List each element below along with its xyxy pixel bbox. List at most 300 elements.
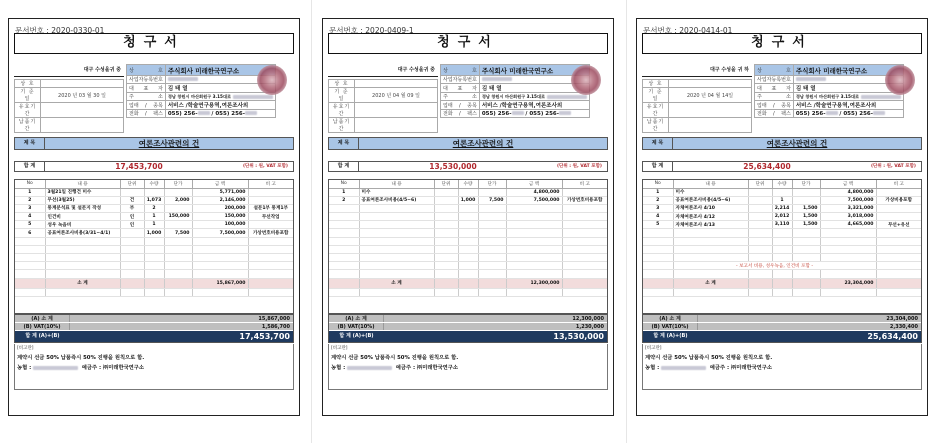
item-amount: 200,000 <box>192 204 248 212</box>
redacted-address <box>861 95 901 99</box>
sum-a-label: (A) 소 계 <box>15 315 70 322</box>
item-quantity: 1 <box>144 213 164 221</box>
info-value: 2020 년 03 월 30 일 <box>41 88 124 103</box>
item-note: 가상번호비용포함 <box>562 196 607 204</box>
document-number: 문서번호 : 2020-0414-01 <box>643 26 733 35</box>
items-table <box>14 179 294 314</box>
item-quantity: 1 <box>772 196 792 204</box>
redacted-phone <box>198 111 210 115</box>
supplier-business-label: 업태 / 종목 <box>441 101 480 110</box>
subject-row <box>328 137 608 150</box>
total-amount: 17,453,700 <box>115 162 163 171</box>
table-row <box>643 213 921 221</box>
info-value: 2020 년 04 월 09 일 <box>355 88 438 103</box>
info-row <box>329 88 438 103</box>
item-no: 5 <box>643 221 673 229</box>
sum-b-label: (B) VAT(10%) <box>329 323 384 330</box>
account-holder: 예금주 : ㈜미래한국연구소 <box>395 365 459 371</box>
redacted-address <box>547 95 587 99</box>
col-quantity: 수량 <box>772 180 792 188</box>
item-quantity: 2,214 <box>772 204 792 212</box>
table-row <box>643 221 921 229</box>
supplier-address: 경남 창원시 마산회원구 3.15대로 <box>481 93 546 99</box>
remarks-header: [비고란] <box>331 346 348 351</box>
item-quantity: 3,110 <box>772 221 792 229</box>
subject-label: 제 목 <box>329 138 359 149</box>
item-description: 무선(3월25) <box>45 196 120 204</box>
table-row-empty <box>15 288 293 296</box>
invoice-page <box>8 18 300 416</box>
supplier-fax: / 055) 256- <box>525 110 560 117</box>
redacted-regno <box>482 77 512 81</box>
supplier-company-label: 상 호 <box>441 65 480 76</box>
item-description: 공표여론조사비용(4/5~6) <box>359 196 434 204</box>
redacted-fax <box>559 111 571 115</box>
info-value <box>355 103 438 118</box>
item-unit <box>120 229 144 237</box>
subtotal-amount: 12,300,000 <box>506 278 562 288</box>
info-row <box>329 118 438 133</box>
item-note <box>248 221 293 229</box>
item-unit <box>434 188 458 196</box>
total-row <box>14 161 294 172</box>
table-row-empty <box>15 262 293 270</box>
item-unit-price: 150,000 <box>164 213 192 221</box>
grand-total-value: 25,634,400 <box>867 332 918 341</box>
page-separator <box>626 0 627 443</box>
total-label: 합 계 <box>15 162 45 171</box>
info-label: 상 호 <box>643 80 669 88</box>
table-row-empty <box>643 270 921 278</box>
redacted-address <box>233 95 273 99</box>
total-row <box>328 161 608 172</box>
info-row <box>643 103 752 118</box>
remarks-bank-line <box>645 363 919 371</box>
supplier-ceo-label: 대 표 자 <box>755 84 794 93</box>
supplier-phone: 055) 256- <box>795 110 826 117</box>
item-amount: 4,665,000 <box>820 221 876 229</box>
document-title: 청구서 <box>328 33 608 54</box>
item-no: 6 <box>15 229 45 237</box>
item-no: 1 <box>329 188 359 196</box>
supplier-phone-label: 전화 / 팩스 <box>127 110 166 118</box>
supplier-phone: 055) 256- <box>167 110 198 117</box>
info-label: 유효기간 <box>643 103 669 118</box>
supplier-company-label: 상 호 <box>755 65 794 76</box>
redacted-regno <box>796 77 826 81</box>
bank-label: 농협 : <box>17 365 32 371</box>
table-row <box>643 204 921 212</box>
item-unit <box>748 221 772 229</box>
invoice-page <box>322 18 614 416</box>
table-row-empty <box>15 245 293 253</box>
inline-note: - 보고서 비용, 성우녹음, 인건비 포함 - <box>673 262 876 270</box>
remarks-bank-line <box>331 363 605 371</box>
total-row <box>642 161 922 172</box>
item-note <box>876 213 921 221</box>
sum-a-row <box>15 315 293 323</box>
item-unit <box>434 196 458 204</box>
remarks-bank-line <box>17 363 291 371</box>
table-row-empty <box>643 229 921 237</box>
grand-total-label: 합 계 (A)+(B) <box>25 333 60 339</box>
account-holder: 예금주 : ㈜미래한국연구소 <box>81 365 145 371</box>
remarks-payment-terms: 계약시 선금 50% 납품즉시 50% 진행을 원칙으로 함. <box>331 355 459 361</box>
table-row-empty <box>329 229 607 237</box>
supplier-business-label: 업태 / 종목 <box>755 101 794 110</box>
item-amount: 3,321,000 <box>820 204 876 212</box>
item-unit <box>120 188 144 196</box>
item-no: 2 <box>15 196 45 204</box>
item-quantity: 1,000 <box>144 229 164 237</box>
bank-label: 농협 : <box>645 365 660 371</box>
info-row <box>15 118 124 133</box>
table-row <box>15 221 293 229</box>
item-note: 가상비용포함 <box>876 196 921 204</box>
item-quantity <box>772 188 792 196</box>
item-unit-price <box>164 204 192 212</box>
table-row-empty <box>329 237 607 245</box>
supplier-phone-label: 전화 / 팩스 <box>755 110 794 118</box>
document-number: 문서번호 : 2020-0330-01 <box>15 26 105 35</box>
item-description: 인건비 <box>45 213 120 221</box>
table-row <box>15 213 293 221</box>
item-note: 가상번호비용포함 <box>248 229 293 237</box>
info-value <box>41 118 124 133</box>
col-unit: 단위 <box>748 180 772 188</box>
item-amount: 4,800,000 <box>506 188 562 196</box>
sum-a-label: (A) 소 계 <box>329 315 384 322</box>
supplier-ceo: 김 태 열 <box>165 84 275 93</box>
item-note: 설문1부 통계1부 <box>248 204 293 212</box>
date-info-table <box>328 79 438 133</box>
table-row-empty <box>329 204 607 212</box>
item-no: 2 <box>643 196 673 204</box>
item-no: 4 <box>15 213 45 221</box>
info-label: 유효기간 <box>329 103 355 118</box>
item-unit-price: 1,500 <box>792 213 820 221</box>
item-note <box>248 188 293 196</box>
table-row-empty <box>329 245 607 253</box>
redacted-fax <box>245 111 257 115</box>
supplier-regno-label: 사업자등록번호 <box>441 76 480 84</box>
table-header <box>643 180 921 188</box>
col-note: 비 고 <box>248 180 293 188</box>
total-amount: 13,530,000 <box>429 162 477 171</box>
grand-total-value: 17,453,700 <box>239 332 290 341</box>
total-label: 합 계 <box>329 162 359 171</box>
item-unit-price: 7,500 <box>478 196 506 204</box>
supplier-ceo: 김 태 열 <box>793 84 903 93</box>
remarks-payment-terms: 계약시 선금 50% 납품즉시 50% 진행을 원칙으로 함. <box>645 355 773 361</box>
subject-text: 여론조사관련의 건 <box>766 139 828 148</box>
item-unit-price: 1,500 <box>792 204 820 212</box>
table-row-empty <box>643 245 921 253</box>
supplier-business: 서비스 /학술연구용역,여론조사외 <box>165 101 275 110</box>
redacted-phone <box>826 111 838 115</box>
table-row-empty <box>329 262 607 270</box>
table-row-empty <box>643 237 921 245</box>
item-quantity: 1,073 <box>144 196 164 204</box>
col-unit-price: 단가 <box>792 180 820 188</box>
subject-row <box>14 137 294 150</box>
supplier-address: 경남 창원시 마산회원구 3.15대로 <box>795 93 860 99</box>
page-separator <box>311 0 312 443</box>
supplier-business: 서비스 /학술연구용역,여론조사외 <box>793 101 903 110</box>
sum-a-value: 15,867,000 <box>258 316 290 322</box>
col-no: No <box>643 180 673 188</box>
date-info-table <box>14 79 124 133</box>
subject-row <box>642 137 922 150</box>
grand-total-value: 13,530,000 <box>553 332 604 341</box>
item-note: 무선+유선 <box>876 221 921 229</box>
item-quantity: 2 <box>144 204 164 212</box>
sum-b-label: (B) VAT(10%) <box>643 323 698 330</box>
info-label: 납품기간 <box>643 118 669 133</box>
redacted-account <box>661 366 706 370</box>
table-row <box>643 196 921 204</box>
item-unit-price <box>478 188 506 196</box>
item-quantity: 2,012 <box>772 213 792 221</box>
subtotal-row <box>329 278 607 288</box>
redacted-account <box>33 366 78 370</box>
supplier-company: 주식회사 미래한국연구소 <box>793 65 903 76</box>
supplier-address-label: 주 소 <box>755 93 794 101</box>
table-header <box>329 180 607 188</box>
info-value <box>41 80 124 88</box>
item-amount: 2,146,000 <box>192 196 248 204</box>
sum-b-value: 2,330,400 <box>889 324 918 330</box>
subtotal-row <box>643 278 921 288</box>
info-label: 납품기간 <box>15 118 41 133</box>
supplier-fax: / 055) 256- <box>839 110 874 117</box>
item-unit <box>748 196 772 204</box>
supplier-ceo-label: 대 표 자 <box>441 84 480 93</box>
item-quantity: 1 <box>144 221 164 229</box>
supplier-phone-label: 전화 / 팩스 <box>441 110 480 118</box>
item-no: 3 <box>15 204 45 212</box>
remarks-box <box>14 344 294 390</box>
item-unit: 건 <box>120 196 144 204</box>
item-amount: 7,500,000 <box>820 196 876 204</box>
col-description: 내 용 <box>673 180 748 188</box>
item-note <box>562 188 607 196</box>
supplier-ceo-label: 대 표 자 <box>127 84 166 93</box>
redacted-account <box>347 366 392 370</box>
unit-note: (단위 : 원, VAT 포함) <box>870 164 916 169</box>
col-amount: 금 액 <box>820 180 876 188</box>
unit-note: (단위 : 원, VAT 포함) <box>556 164 602 169</box>
item-unit <box>748 213 772 221</box>
remarks-box <box>328 344 608 390</box>
item-description: 공표여론조사비용(4/5~6) <box>673 196 748 204</box>
item-amount: 3,018,000 <box>820 213 876 221</box>
sum-b-row <box>329 323 607 331</box>
col-note: 비 고 <box>562 180 607 188</box>
col-note: 비 고 <box>876 180 921 188</box>
subtotal-label: 소 계 <box>673 278 748 288</box>
table-row <box>329 196 607 204</box>
remarks-payment-terms: 계약시 선금 50% 납품즉시 50% 진행을 원칙으로 함. <box>17 355 145 361</box>
col-quantity: 수량 <box>458 180 478 188</box>
info-value <box>669 80 752 88</box>
document-title: 청구서 <box>642 33 922 54</box>
account-holder: 예금주 : ㈜미래한국연구소 <box>709 365 773 371</box>
info-row <box>15 88 124 103</box>
supplier-business: 서비스 /학술연구용역,여론조사외 <box>479 101 589 110</box>
info-label: 기 준 일 <box>329 88 355 103</box>
company-seal-icon <box>885 65 915 95</box>
grand-total-row <box>643 331 921 342</box>
item-note <box>876 204 921 212</box>
sum-b-row <box>15 323 293 331</box>
remarks-header: [비고란] <box>17 346 34 351</box>
col-no: No <box>15 180 45 188</box>
supplier-address-label: 주 소 <box>441 93 480 101</box>
info-row <box>643 80 752 88</box>
grand-total-row <box>329 331 607 342</box>
item-description: 자체여론조사 4/12 <box>673 213 748 221</box>
item-no: 1 <box>643 188 673 196</box>
supplier-regno-label: 사업자등록번호 <box>755 76 794 84</box>
col-description: 내 용 <box>45 180 120 188</box>
sum-a-row <box>329 315 607 323</box>
info-value: 2020 년 04 월 14일 <box>669 88 752 103</box>
col-unit-price: 단가 <box>478 180 506 188</box>
info-label: 기 준 일 <box>15 88 41 103</box>
subject-label: 제 목 <box>643 138 673 149</box>
table-row-empty <box>329 288 607 296</box>
supplier-company: 주식회사 미래한국연구소 <box>165 65 275 76</box>
table-row <box>329 188 607 196</box>
item-amount: 7,500,000 <box>506 196 562 204</box>
col-unit: 단위 <box>434 180 458 188</box>
items-table <box>642 179 922 314</box>
item-amount: 150,000 <box>192 213 248 221</box>
info-value <box>669 118 752 133</box>
item-description: 미수 <box>359 188 434 196</box>
remarks-header: [비고란] <box>645 346 662 351</box>
item-description: 공표여론조사비용(3/31~4/1) <box>45 229 120 237</box>
recipient: 대구 수성을귀 중 <box>328 64 438 77</box>
total-label: 합 계 <box>643 162 673 171</box>
item-amount: 5,771,000 <box>192 188 248 196</box>
table-row <box>15 229 293 237</box>
supplier-company: 주식회사 미래한국연구소 <box>479 65 589 76</box>
info-value <box>355 80 438 88</box>
table-row <box>15 204 293 212</box>
unit-note: (단위 : 원, VAT 포함) <box>242 164 288 169</box>
subtotal-label: 소 계 <box>45 278 120 288</box>
bank-label: 농협 : <box>331 365 346 371</box>
col-unit-price: 단가 <box>164 180 192 188</box>
item-description: 자체여론조사 4/13 <box>673 221 748 229</box>
item-unit <box>748 188 772 196</box>
supplier-table <box>440 64 590 118</box>
sum-a-label: (A) 소 계 <box>643 315 698 322</box>
sum-b-value: 1,230,000 <box>575 324 604 330</box>
table-row-empty <box>15 254 293 262</box>
supplier-table <box>754 64 904 118</box>
info-row <box>15 103 124 118</box>
supplier-company-label: 상 호 <box>127 65 166 76</box>
item-quantity <box>458 188 478 196</box>
item-quantity: 1,000 <box>458 196 478 204</box>
summary-box <box>642 314 922 343</box>
item-note <box>876 188 921 196</box>
info-row <box>329 80 438 88</box>
item-unit-price: 7,500 <box>164 229 192 237</box>
info-value <box>669 103 752 118</box>
table-row-empty <box>15 237 293 245</box>
item-no: 3 <box>643 204 673 212</box>
item-unit-price <box>792 188 820 196</box>
item-unit <box>748 204 772 212</box>
supplier-ceo: 김 태 열 <box>479 84 589 93</box>
subject-text: 여론조사관련의 건 <box>138 139 200 148</box>
item-no: 2 <box>329 196 359 204</box>
item-note: 무선작업 <box>248 213 293 221</box>
table-row <box>15 188 293 196</box>
subtotal-row <box>15 278 293 288</box>
supplier-phone: 055) 256- <box>481 110 512 117</box>
col-unit: 단위 <box>120 180 144 188</box>
supplier-address: 경남 창원시 마산회원구 3.15대로 <box>167 93 232 99</box>
redacted-phone <box>512 111 524 115</box>
col-amount: 금 액 <box>192 180 248 188</box>
item-quantity <box>144 188 164 196</box>
table-header <box>15 180 293 188</box>
supplier-table <box>126 64 276 118</box>
supplier-fax: / 055) 256- <box>211 110 246 117</box>
recipient: 대구 수성을 귀 하 <box>642 64 752 77</box>
item-amount: 100,000 <box>192 221 248 229</box>
subtotal-amount: 23,304,000 <box>820 278 876 288</box>
info-value <box>355 118 438 133</box>
supplier-business-label: 업태 / 종목 <box>127 101 166 110</box>
document-title: 청구서 <box>14 33 294 54</box>
item-description: 3월21일 진행건 미수 <box>45 188 120 196</box>
info-label: 상 호 <box>15 80 41 88</box>
sum-b-row <box>643 323 921 331</box>
item-amount: 7,500,000 <box>192 229 248 237</box>
table-row-empty <box>329 213 607 221</box>
sum-a-value: 12,300,000 <box>572 316 604 322</box>
invoice-page <box>636 18 928 416</box>
col-no: No <box>329 180 359 188</box>
item-no: 1 <box>15 188 45 196</box>
company-seal-icon <box>257 65 287 95</box>
info-label: 유효기간 <box>15 103 41 118</box>
date-info-table <box>642 79 752 133</box>
item-unit-price: 2,000 <box>164 196 192 204</box>
supplier-regno-label: 사업자등록번호 <box>127 76 166 84</box>
grand-total-label: 합 계 (A)+(B) <box>653 333 688 339</box>
total-amount: 25,634,400 <box>743 162 791 171</box>
info-row <box>643 118 752 133</box>
item-unit-price: 1,500 <box>792 221 820 229</box>
item-unit: 인 <box>120 213 144 221</box>
redacted-regno <box>168 77 198 81</box>
sum-a-row <box>643 315 921 323</box>
info-label: 납품기간 <box>329 118 355 133</box>
table-row-empty <box>643 288 921 296</box>
info-label: 기 준 일 <box>643 88 669 103</box>
summary-box <box>328 314 608 343</box>
summary-box <box>14 314 294 343</box>
subject-label: 제 목 <box>15 138 45 149</box>
supplier-address-label: 주 소 <box>127 93 166 101</box>
